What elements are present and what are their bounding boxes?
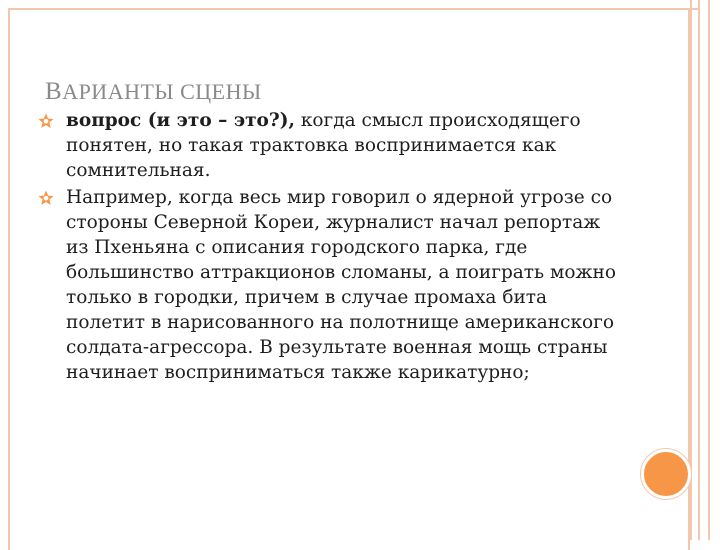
bullet-bold-text: вопрос (и это – это?), [66,110,295,131]
frame-vertical-line-1 [690,0,692,540]
orange-star-bullet-icon [38,113,54,129]
frame-vertical-line-3 [708,0,710,540]
slide-title-rest: АРИАНТЫ СЦЕНЫ [62,79,262,104]
slide-title [45,78,262,106]
slide-title-initial: В [45,78,63,105]
bullet-text: Например, когда весь мир говорил о ядерной угрозе со стороны Северной Кореи, журналист начал репортаж из Пхеньяна с описания городского парка, где большинство аттракционов сломаны, а поиграть можно только в городки, причем в случае промаха бита полетит в нарисованного на полотнище американского солдата-агрессора. В результате военная мощь страны начинает восприниматься также карикатурно; [66,187,617,383]
bullet-text: когда смысл происходящего понятен, но такая трактовка воспринимается как сомнительная. [66,110,581,181]
orange-star-bullet-icon [38,190,54,206]
bullet-item [38,108,628,183]
orange-circle-decoration [641,449,691,499]
frame-vertical-line-2 [698,0,700,540]
frame-accent-line [670,8,700,10]
bullet-item [38,185,628,385]
bullet-list [38,108,628,387]
